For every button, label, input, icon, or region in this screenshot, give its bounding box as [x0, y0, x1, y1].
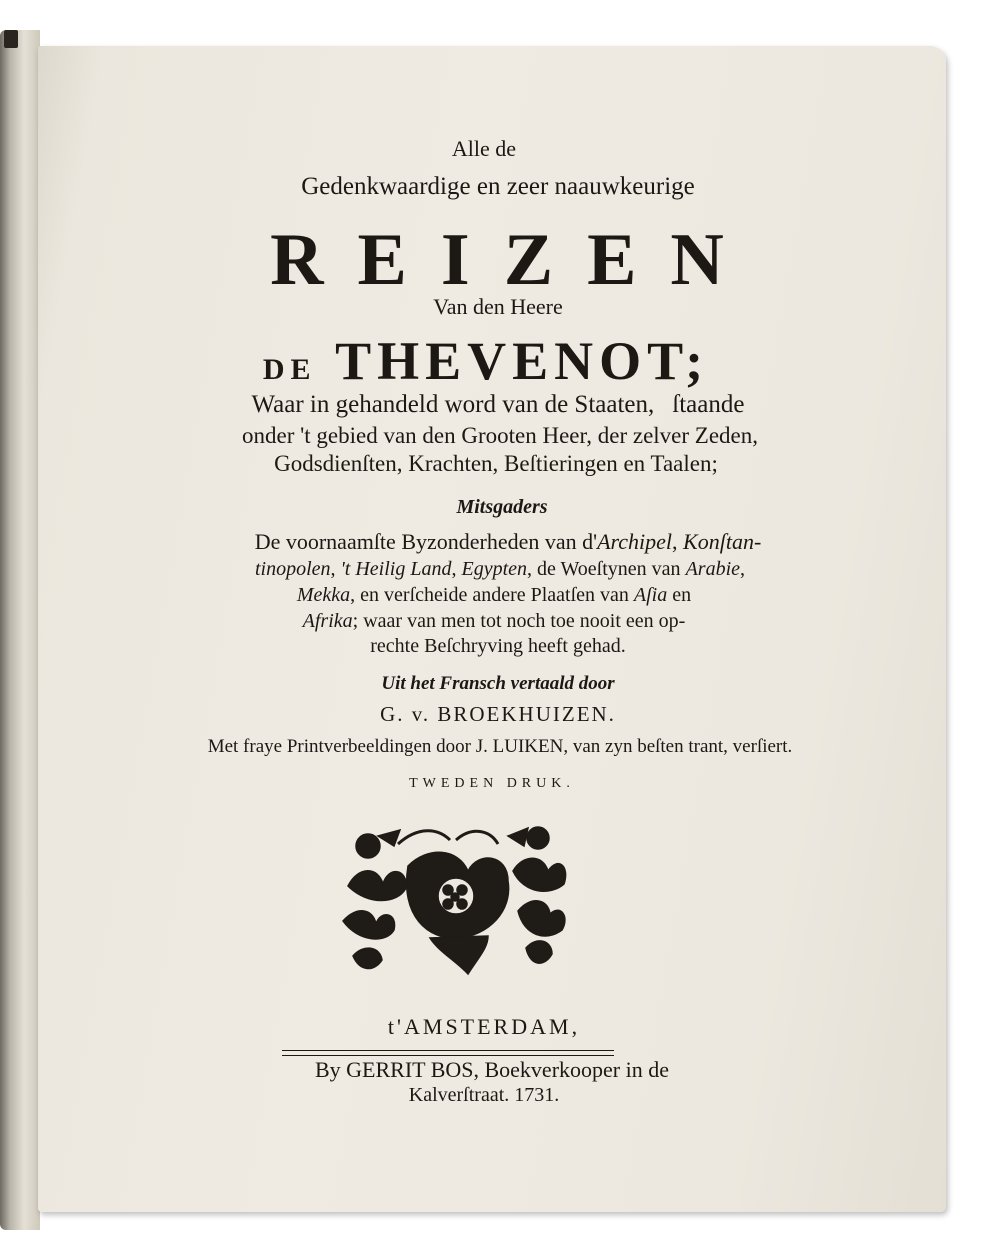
place-heilig-land: 't Heilig Land: [340, 558, 452, 580]
contents-text: ,: [451, 558, 462, 580]
place-konstantinopolen-cont: tinopolen: [254, 558, 331, 580]
title-line-gedenkwaardige: Gedenkwaardige en zeer naauwkeurige: [301, 173, 695, 200]
contents-text: , de Woeſtynen van: [527, 558, 686, 580]
description-line-3: Godsdienſten, Krachten, Beſtieringen en Taalen;: [274, 451, 718, 476]
contents-line-5: rechte Beſchryving heeft gehad.: [370, 635, 626, 657]
place-afrika: Afrika: [302, 610, 353, 632]
place-arabie: Arabie: [685, 558, 740, 580]
title-line-van-den-heere: Van den Heere: [433, 294, 563, 319]
book-binding: [0, 30, 40, 1230]
contents-text: De voornaamſte Byzonderheden van d': [254, 529, 598, 554]
place-asia: Aſia: [633, 584, 668, 606]
translator-name: G. v. BROEKHUIZEN.: [380, 702, 616, 726]
contents-text: ,: [330, 558, 341, 580]
place-egypten: Egypten: [461, 558, 528, 580]
mitsgaders-heading: Mitsgaders: [456, 496, 548, 518]
translated-by: Uit het Fransch vertaald door: [381, 673, 615, 694]
place-archipel: Archipel: [597, 529, 673, 554]
contents-text: ; waar van men tot noch toe nooit een op-: [352, 610, 686, 632]
contents-text: en: [667, 584, 692, 606]
main-title: REIZEN: [270, 219, 758, 301]
author-name: THEVENOT;: [335, 331, 710, 391]
contents-line-2: [46, 558, 954, 581]
place-mekka: Mekka: [296, 584, 351, 606]
imprint-publisher: By GERRIT BOS, Boekverkooper in de: [314, 1057, 669, 1082]
contents-text: ,: [672, 529, 684, 554]
author-prefix: DE: [262, 353, 317, 386]
contents-text: ,: [740, 558, 745, 580]
description-line-2: onder 't gebied van den Grooten Heer, der zelver Zeden,: [241, 423, 759, 448]
contents-line-4: [40, 610, 948, 633]
imprint-rule: [282, 1050, 614, 1056]
contents-line-1: [54, 529, 962, 555]
author-line: [32, 330, 940, 392]
title-page: [38, 46, 946, 1212]
edition: TWEDEN DRUK.: [409, 776, 575, 791]
place-konstantinopolen: Konſtan-: [683, 529, 762, 554]
contents-line-3: [40, 584, 948, 607]
contents-text: , en verſcheide andere Plaatſen van: [350, 584, 634, 606]
imprint-place: t'AMSTERDAM,: [387, 1014, 581, 1039]
imprint-address-year: Kalverſtraat. 1731.: [408, 1084, 560, 1106]
description-line-1b: ſtaande: [672, 391, 745, 418]
description-line-1a: Waar in gehandeld word van de Staaten,: [251, 391, 655, 418]
floral-woodcut-ornament: [338, 826, 570, 976]
title-line-alle: Alle de: [451, 136, 517, 161]
illustrations-credit: Met fraye Printverbeeldingen door J. LUIKEN, van zyn beſten trant, verſiert.: [207, 736, 793, 757]
description-line-1: [44, 391, 952, 419]
